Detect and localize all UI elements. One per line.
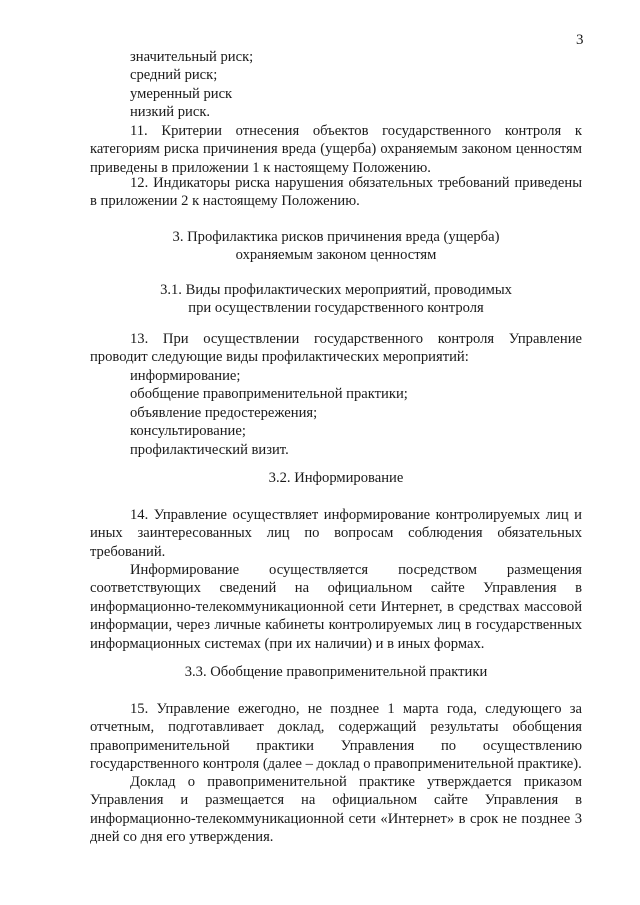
paragraph-14: 14. Управление осуществляет информирование контролируемых лиц и иных заинтересованных лиц по вопросам соблюдения обязательных требований. <box>90 507 582 560</box>
section-3-heading-line: охраняемым законом ценностям <box>235 247 437 264</box>
section-3-1-heading-line: 3.1. Виды профилактических мероприятий, проводимых <box>160 282 512 298</box>
section-3-heading <box>90 228 582 265</box>
section-3-heading-line: 3. Профилактика рисков причинения вреда (ущерба) <box>172 229 500 245</box>
paragraph-12: 12. Индикаторы риска нарушения обязательных требований приведены в приложении 2 к настоящему Положению. <box>90 175 582 210</box>
section-3-2-heading: 3.2. Информирование <box>268 470 404 486</box>
list-item: средний риск; <box>130 67 218 84</box>
paragraph-13: 13. При осуществлении государственного контроля Управление проводит следующие виды профилактических мероприятий: <box>90 331 582 366</box>
list-item: консультирование; <box>130 423 246 440</box>
paragraph-15: 15. Управление ежегодно, не позднее 1 марта года, следующего за отчетным, подготавливает доклад, содержащий результаты обобщения правоприменительной практики Управления по осуществлению государственного контроля (далее – доклад о правоприменительной практике). <box>90 701 582 773</box>
paragraph-14-continued: Информирование осуществляется посредством размещения соответствующих сведений на официальном сайте Управления в информационно-телекоммуникационной сети Интернет, в средствах массовой информации, через личные кабинеты контролируемых лиц в государственных информационных системах (при их наличии) и в иных формах. <box>90 562 582 652</box>
risk-category-list <box>90 48 582 122</box>
list-item: обобщение правоприменительной практики; <box>130 386 408 403</box>
paragraph-15-continued: Доклад о правоприменительной практике утверждается приказом Управления и размещается на официальном сайте Управления в информационно-телекоммуникационной сети «Интернет» в срок не позднее 3 дней со дня его утверждения. <box>90 774 582 846</box>
prevention-measures-list <box>90 367 582 459</box>
list-item: профилактический визит. <box>130 441 289 458</box>
section-3-1-heading-line: при осуществлении государственного контроля <box>188 300 484 317</box>
list-item: умеренный риск <box>130 85 233 102</box>
list-item: информирование; <box>130 368 241 384</box>
list-item: объявление предостережения; <box>130 404 318 421</box>
section-3-1-heading <box>90 281 582 318</box>
list-item: значительный риск; <box>130 49 254 65</box>
section-3-3-heading: 3.3. Обобщение правоприменительной практики <box>184 664 488 680</box>
list-item: низкий риск. <box>130 104 211 121</box>
page-number: 3 <box>576 32 584 48</box>
paragraph-11: 11. Критерии отнесения объектов государственного контроля к категориям риска причинения вреда (ущерба) охраняемым законом ценностям приведены в приложении 1 к настоящему Положению. <box>90 123 582 176</box>
